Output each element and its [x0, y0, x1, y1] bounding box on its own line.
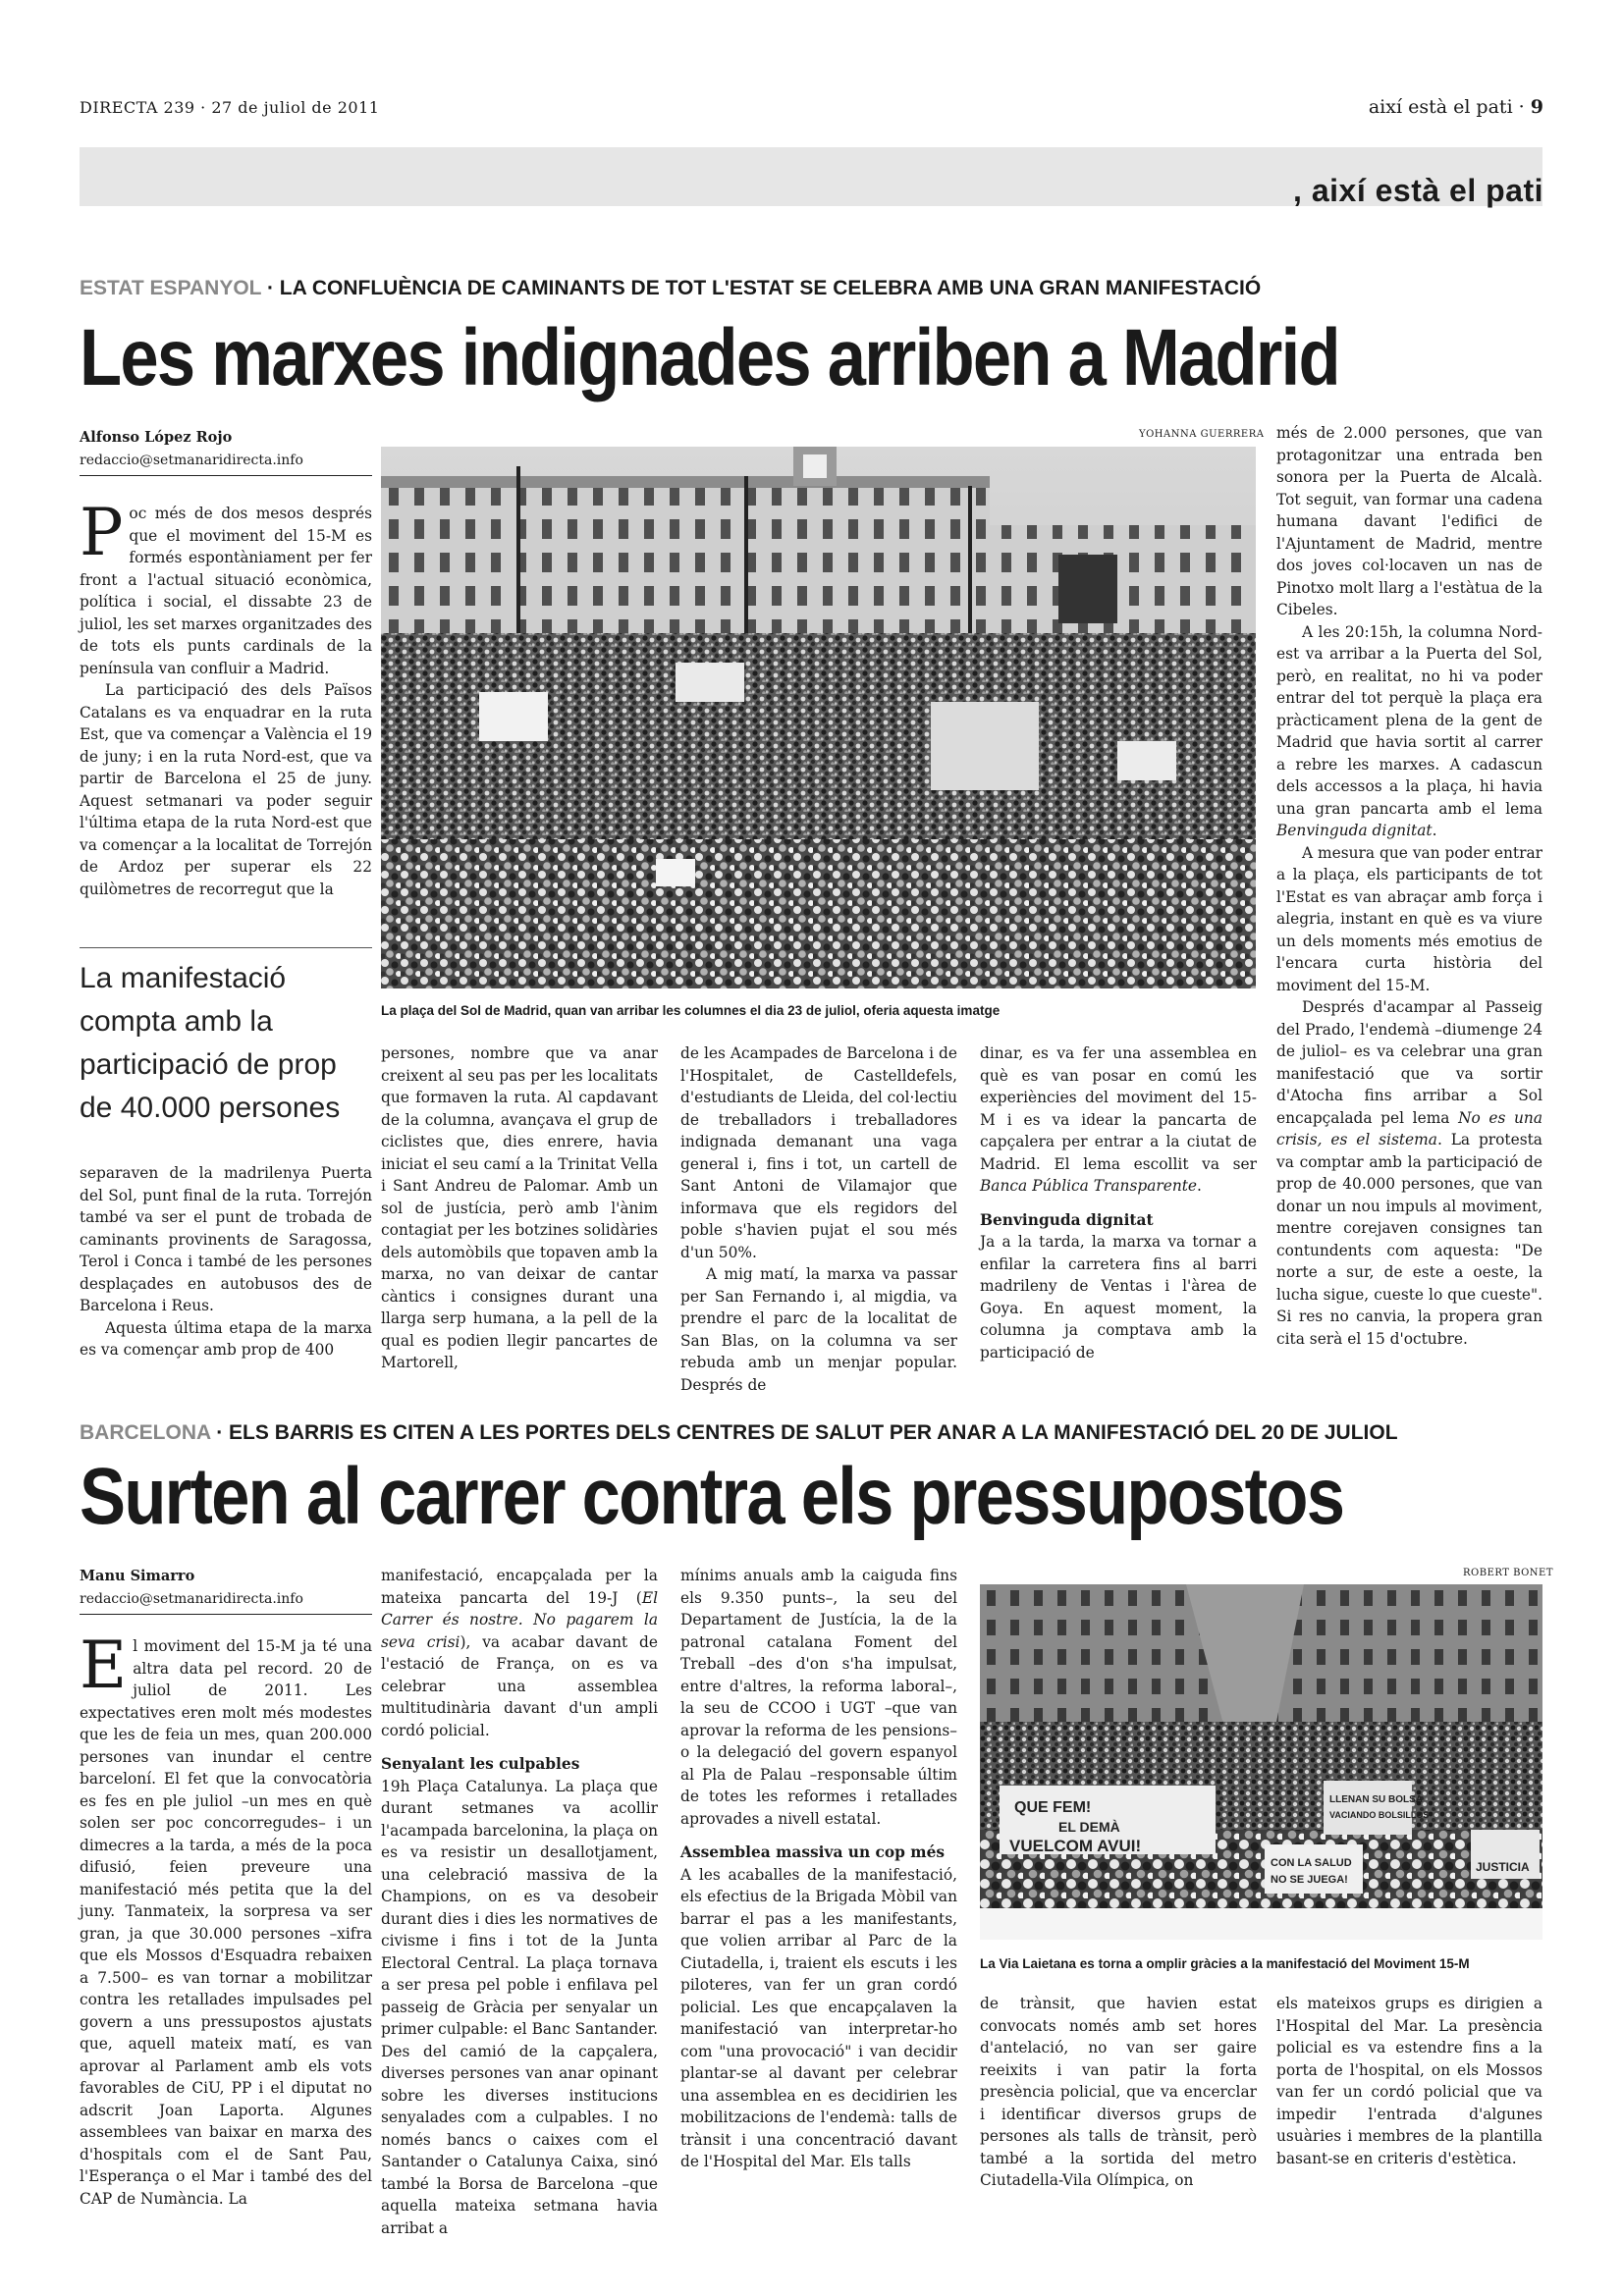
- article1-col4-slogan: Banca Pública Transparente: [980, 1177, 1198, 1195]
- article1-column-1: [80, 495, 372, 927]
- article2-subhead-culpables: Senyalant les culpables: [381, 1755, 580, 1773]
- article1-kicker: [80, 277, 1261, 300]
- article2-col2-p1c: ), va acabar davant de l'estació de França, on es va celebrar una assemblea multitudinària davant d'un ampli cordó policial.: [381, 1632, 658, 1739]
- photo2-credit: ROBERT BONET: [1463, 1568, 1554, 1578]
- article1-col5-p2c: .: [1432, 822, 1437, 839]
- article2-kicker: [80, 1421, 1398, 1445]
- banner-justicia: JUSTICIA: [1476, 1860, 1530, 1874]
- article2-column-1: [80, 1628, 372, 2208]
- article1-col5-p1: més de 2.000 persones, que van protagonitzar una entrada ben sonora per la Puerta de Alcalà. Tot seguit, van formar una cadena humana davant l'edifici de l'Ajuntament de Madrid, mentre dos joves col·locaven un nas de Pinotxo molt llarg a l'estàtua de la Cibeles.: [1276, 424, 1542, 618]
- article1-email: redaccio@setmanaridirecta.info: [80, 453, 303, 468]
- photo-puerta-del-sol: [381, 447, 1256, 988]
- article2-col2-p1a: manifestació, encapçalada per la mateixa pancarta del 19-J (: [381, 1567, 658, 1607]
- banner-qfem: QUE FEM!: [1014, 1799, 1092, 1816]
- article1-kicker-text: · LA CONFLUÈNCIA DE CAMINANTS DE TOT L'ESTAT SE CELEBRA AMB UNA GRAN MANIFESTACIÓ: [261, 277, 1262, 299]
- crowd-image: [381, 447, 1256, 988]
- article1-col4-p1a: dinar, es va fer una assemblea en què es van posar en comú les experiències del moviment del 15-M i es va idear la pancarta de capçalera per entrar a la ciutat de Madrid. El lema escollit va ser: [980, 1044, 1257, 1173]
- article1-column-2: persones, nombre que va anar creixent al seu pas per les localitats que formaven la ruta. Al capdavant de la columna, avançava el grup de ciclistes que, dies enrere, havia iniciat el seu camí a la Trinitat Vella i Sant Andreu de Palomar. Amb un sol de justícia, però amb l'ànim contagiat per les botzines solidàries dels automòbils que topaven amb la marxa, no van deixar de cantar càntics i consignes durant una llarga serp humana, a la pell de la qual es podien llegir pancartes de Martorell,: [381, 1044, 658, 1371]
- article2-col3-p1: mínims anuals amb la caiguda fins els 9.350 punts–, la seu del Departament de Justícia, la de la patronal catalana Foment del Treball –des d'on s'ha impulsat, entre d'altres, la reforma laboral–, la seu de CCOO i UGT –que van aprovar la reforma de les pensions– o la delegació del govern espanyol al Pla de Palau –responsable últim de totes les reformes i retallades aprovades a nivell estatal.: [680, 1567, 957, 1828]
- article1-col5-p3: A mesura que van poder entrar a la plaça, els participants de tot l'Estat es van abraçar amb força i alegria, instant en què es va viure un dels moments més emotius de l'encara curta història del moviment del 15-M.: [1276, 843, 1542, 994]
- article1-col5-p4c: . La protesta va comptar amb la participació de prop de 40.000 persones, que van donar un nou impuls al moviment, mentre corejaven consignes tan contundents com aquesta: "De norte a sur, de este a oeste, la lucha sigue, cueste lo que cueste". Si res no canvia, la propera gran cita serà el 15 d'octubre.: [1276, 1131, 1542, 1348]
- folio-right: [1369, 96, 1543, 118]
- article1-col1b-p2: Aquesta última etapa de la marxa es va començar amb prop de 400: [80, 1318, 372, 1359]
- article1-subhead-benvinguda: Benvinguda dignitat: [980, 1210, 1154, 1229]
- article1-col3-p2: A mig matí, la marxa va passar per San Fernando i, al migdia, va prendre el parc de la localitat de San Blas, on la columna va ser rebuda amb un menjar popular. Després de: [680, 1265, 957, 1394]
- article1-col5-p4a: Després d'acampar al Passeig del Prado, l'endemà –diumenge 24 de juliol– es va celebrar una gran manifestació que va sortir d'Atocha fins arribar a Sol encapçalada pel lema: [1276, 998, 1542, 1127]
- banner-dema: EL DEMÀ: [1058, 1819, 1120, 1835]
- article1-kicker-place: ESTAT ESPANYOL: [80, 277, 262, 299]
- article1-col1-p1: oc més de dos mesos després que el moviment del 15-M es formés espontàniament per fer front a l'actual situació econòmica, política i social, el dissabte 23 de juliol, les set marxes organitzades des de tots els punts cardinals de la península van confluir a Madrid.: [80, 505, 372, 677]
- article1-col1-p2: La participació des dels Països Catalans es va enquadrar en la ruta Est, que va començar a València el 19 de juny; i en la ruta Nord-est, que va partir de Barcelona el 25 de juny. Aquest setmanari va poder seguir l'última etapa de la ruta Nord-est que va començar a la localitat de Torrejón de Ardoz per superar els 22 quilòmetres de recorregut que la: [80, 681, 372, 898]
- page-number: 9: [1530, 96, 1543, 118]
- pull-quote-rule: [80, 947, 372, 948]
- article1-byline-rule: [80, 475, 372, 476]
- article2-col3-p2: A les acaballes de la manifestació, els efectius de la Brigada Mòbil van barrar el pas a les manifestants, que volien arribar al Parc de la Ciutadella, i, traient els escuts i les piloteres, van fer un gran cordó policial. Les que encapçalaven la manifestació van interpretar-ho com "una provocació" i van decidir plantar-se al davant per celebrar una assemblea en es decidirien les mobilitzacions de l'endemà: talls de trànsit i una concentració davant de l'Hospital del Mar. Els talls: [680, 1865, 957, 2170]
- photo1-caption: La plaça del Sol de Madrid, quan van arribar les columnes el dia 23 de juliol, oferia aquesta imatge: [381, 1003, 1001, 1018]
- svg-text:VACIANDO BOLSILLOS: VACIANDO BOLSILLOS: [1329, 1810, 1430, 1820]
- pull-quote: La manifestació compta amb la participació de prop de 40.000 persones: [80, 962, 341, 1124]
- photo1-credit: YOHANNA GUERRERA: [1139, 429, 1265, 440]
- article1-column-3: [680, 1042, 958, 1394]
- article2-col1-text: l moviment del 15-M ja té una altra data pel record. 20 de juliol de 2011. Les expectatives eren molt més modestes que les de feia un mes, quan 200.000 persones van inundar el centre barceloní. El fet que la convocatòria es fes en ple juliol –un mes en què solen ser poc concorregudes– i un dimecres a la tarda, a més de la poca difusió, feien preveure una manifestació més petita que la del juny. Tanmateix, la sorpresa va ser gran, ja que 30.000 persones –xifra que els Mossos d'Esquadra rebaixen a 7.500– es van tornar a mobilitzar contra les retallades impulsades pel govern a uns pressupostos ajustats que, aquell mateix matí, es van aprovar al Parlament amb els vots favorables de CiU, PP i el diputat no adscrit Joan Laporta. Algunes assemblees van baixar en marxa des d'hospitals com el de Sant Pau, l'Esperança o el Mar i també des del CAP de Numància. La: [80, 1637, 372, 2208]
- article2-column-3: [680, 1565, 957, 2205]
- article2-byline-rule: [80, 1614, 372, 1615]
- article1-author: Alfonso López Rojo: [80, 429, 233, 446]
- article2-column-5: els mateixos grups es dirigien a l'Hospital del Mar. La presència policial es va estendre fins a la porta de l'hospital, on els Mossos van fer un cordó policial que va impedir l'entrada d'algunes usuàries i membres de la plantilla basant-se en criteris d'estètica.: [1276, 1995, 1542, 2167]
- article2-col2-banner-slogan: El Carrer és nostre. No pagarem la seva crisi: [381, 1588, 658, 1651]
- article1-col4-p2: Ja a la tarda, la marxa va tornar a enfilar la carretera fins al barri madrileny de Ventas i l'àrea de Goya. En aquest moment, la columna ja comptava amb la participació de: [980, 1233, 1257, 1362]
- banner-salud: CON LA SALUD: [1271, 1857, 1352, 1869]
- section-title: , així està el pati: [1293, 173, 1543, 208]
- svg-text:NO SE JUEGA!: NO SE JUEGA!: [1271, 1874, 1348, 1886]
- article2-email: redaccio@setmanaridirecta.info: [80, 1591, 303, 1607]
- article1-col5-p4b: No es una crisis, es el sistema: [1276, 1108, 1542, 1148]
- article1-headline: Les marxes indignades arriben a Madrid: [80, 313, 1339, 402]
- folio-left: DIRECTA 239 · 27 de juliol de 2011: [80, 98, 380, 117]
- article2-author: Manu Simarro: [80, 1568, 195, 1584]
- article1-dropcap: P: [80, 495, 124, 570]
- article2-subhead-assemblea: Assemblea massiva un cop més: [680, 1843, 946, 1861]
- article2-column-4: de trànsit, que havien estat convocats només amb set hores d'antelació, no van ser gaire reeixits i van patir la forta presència policial, que va encerclar i identificar diversos grups de persones als talls de trànsit, però també a la sortida del metro Ciutadella-Vila Olímpica, on: [980, 1995, 1257, 2189]
- photo2-caption: La Via Laietana es torna a omplir gràcies a la manifestació del Moviment 15-M: [980, 1956, 1470, 1971]
- article2-dropcap: E: [80, 1628, 128, 1703]
- article1-column-5: [1276, 422, 1542, 1374]
- article1-column-1-continued: [80, 1162, 372, 1373]
- article2-headline: Surten al carrer contra els pressupostos: [80, 1452, 1344, 1541]
- banner-avui: VUELCOM AVUI!: [1009, 1837, 1142, 1855]
- article1-column-4: [980, 1042, 1257, 1376]
- article2-kicker-text: · ELS BARRIS ES CITEN A LES PORTES DELS CENTRES DE SALUT PER ANAR A LA MANIFESTACIÓ DEL 20 DE JULIOL: [210, 1421, 1398, 1444]
- march-image: [980, 1584, 1542, 1940]
- article1-col3-p1: de les Acampades de Barcelona i de l'Hospitalet, de Castelldefels, d'estudiants de Lleida, del col·lectiu de treballadors i treballadores indignada demanant una vaga general i, fins i tot, un cartell de Sant Antoni de Vilamajor que informava que els regidors del poble s'havien pujat el sou més d'un 50%.: [680, 1044, 958, 1261]
- article2-col2-p2: 19h Plaça Catalunya. La plaça que durant setmanes va acollir l'acampada barcelonina, la plaça on es va resistir un desallotjament, una celebració massiva de la Champions, on es va desobeir durant dies i dies les normatives de civisme i fins i tot de la Junta Electoral Central. La plaça tornava a ser presa pel poble i enfilava pel passeig de Gràcia per senyalar un primer culpable: el Banc Santander. Des del camió de la capçalera, diverses persones van anar opinant sobre les diverses institucions senyalades com a culpables. I no només bancs o caixes com el Santander o Catalunya Caixa, sinó també la Borsa de Barcelona –que aquella mateixa setmana havia arribat a: [381, 1777, 658, 2237]
- article1-col1b-p1: separaven de la madrilenya Puerta del Sol, punt final de la ruta. Torrejón també va ser el punt de trobada de caminants provinents de Saragossa, Terol i Conca i també de les persones desplaçades en autobusos des de Barcelona i Reus.: [80, 1164, 372, 1314]
- folio-section: així està el pati ·: [1368, 96, 1525, 118]
- article1-col5-p2b: Benvinguda dignitat: [1276, 822, 1433, 839]
- article2-column-2: [381, 1565, 658, 2237]
- banner-bolsa: LLENAN SU BOLSA: [1329, 1794, 1423, 1805]
- article2-kicker-place: BARCELONA: [80, 1421, 211, 1444]
- photo-via-laietana: [980, 1584, 1542, 1940]
- article1-col4-p1c: .: [1197, 1177, 1202, 1195]
- article1-col5-p2a: A les 20:15h, la columna Nord-est va arribar a la Puerta del Sol, però, en realitat, no hi va poder entrar del tot perquè la plaça era pràcticament plena de la gent de Madrid que havia sortit al carrer a rebre les marxes. A cadascun dels accessos a la plaça, hi havia una gran pancarta amb el lema: [1276, 622, 1542, 818]
